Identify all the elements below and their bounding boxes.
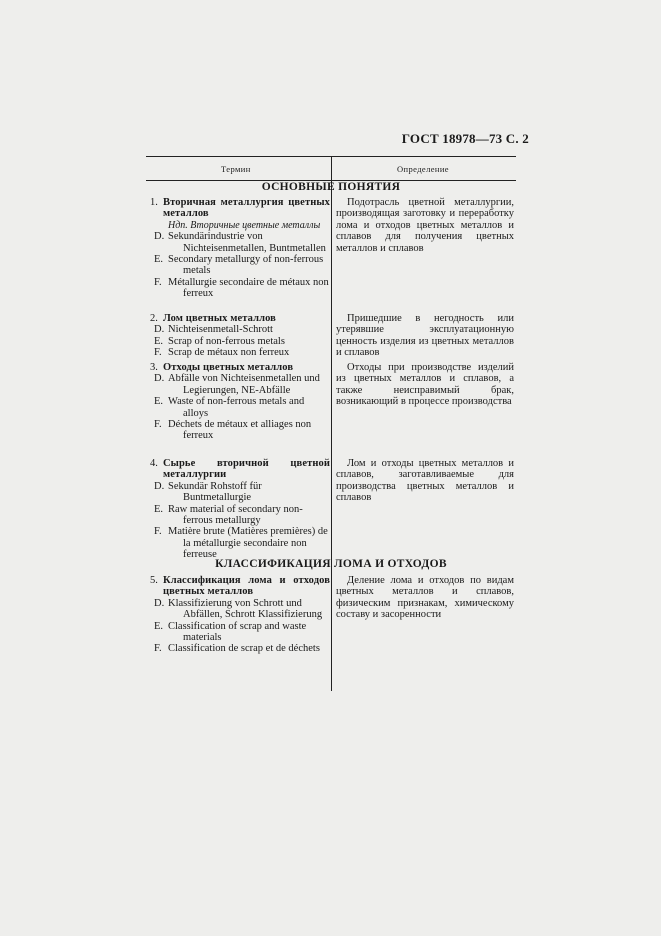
- term-ndp: Ндп. Вторичные цветные металлы: [168, 219, 321, 231]
- term-definition: Пришедшие в негодность или утерявшие эксплуатационную ценность изделия из цветных металлов и сплавов: [336, 313, 514, 359]
- term-fr: F. Matière brute (Matières premières) de la métallurgie secondaire non ferreuse: [154, 526, 328, 561]
- column-header-definitions: Определение: [397, 164, 449, 174]
- term-title: Классификация лома и отходов цветных металлов: [163, 575, 330, 598]
- term-number: 2.: [150, 313, 158, 324]
- term-de: D. Sekundär Rohstoff für Buntmetallurgie: [154, 480, 262, 504]
- term-entry: [146, 197, 330, 300]
- term-de: D. Abfälle von Nichteisenmetallen und Legierungen, NE-Abfälle: [154, 373, 320, 396]
- term-title: Сырье вторичной цветной металлургии: [163, 458, 330, 481]
- section-title-classification: КЛАССИФИКАЦИЯ ЛОМА И ОТХОДОВ: [215, 558, 447, 570]
- term-entry: [146, 458, 330, 561]
- term-fr: F. Déchets de métaux et alliages non ferreux: [154, 419, 312, 442]
- term-definition: Подотрасль цветной металлургии, производящая заготовку и переработку лома и отходов цветных металлов и сплавов для получения цветных металлов и сплавов: [336, 197, 514, 254]
- term-title: Лом цветных металлов: [163, 313, 276, 324]
- term-en: E. Secondary metallurgy of non-ferrous metals: [154, 254, 324, 277]
- term-en: E. Classification of scrap and waste materials: [154, 620, 307, 644]
- term-de: D. Klassifizierung von Schrott und Abfällen, Schrott Klassifizierung: [154, 597, 323, 621]
- term-number: 5.: [150, 575, 158, 586]
- term-number: 3.: [150, 362, 158, 373]
- column-divider: [331, 157, 332, 691]
- term-definition: Отходы при производстве изделий из цветных металлов и сплавов, а также неисправимый брак, возникающий в процессе производства: [336, 362, 514, 408]
- term-title: Отходы цветных металлов: [163, 362, 294, 373]
- column-header-terms: Термин: [221, 164, 251, 174]
- term-entry: [146, 575, 330, 655]
- term-de: D. Nichteisenmetall-Schrott: [154, 324, 273, 336]
- term-definition: Лом и отходы цветных металлов и сплавов, заготавливаемые для производства цветных металлов и сплавов: [336, 458, 514, 504]
- term-definition: Деление лома и отходов по видам цветных металлов и сплавов, физическим признакам, химическому составу и засоренности: [336, 575, 514, 621]
- term-fr: F. Classification de scrap et de déchets: [154, 643, 320, 655]
- term-en: E. Raw material of secondary non-ferrous metallurgy: [154, 503, 303, 527]
- term-entry: [146, 362, 330, 442]
- term-title: Вторичная металлургия цветных металлов: [163, 197, 330, 220]
- page-header: ГОСТ 18978—73 С. 2: [401, 131, 529, 146]
- term-entry: [146, 313, 330, 359]
- section-title-basic: ОСНОВНЫЕ ПОНЯТИЯ: [261, 181, 401, 193]
- term-de: D. Sekundärindustrie von Nichteisenmetallen, Buntmetallen: [154, 231, 326, 254]
- term-number: 4.: [150, 458, 158, 469]
- term-fr: F. Scrap de métaux non ferreux: [154, 347, 290, 359]
- term-number: 1.: [150, 197, 158, 208]
- term-fr: F. Métallurgie secondaire de métaux non ferreux: [154, 276, 329, 300]
- term-en: E. Waste of non-ferrous metals and alloys: [154, 396, 305, 419]
- term-en: E. Scrap of non-ferrous metals: [154, 335, 285, 347]
